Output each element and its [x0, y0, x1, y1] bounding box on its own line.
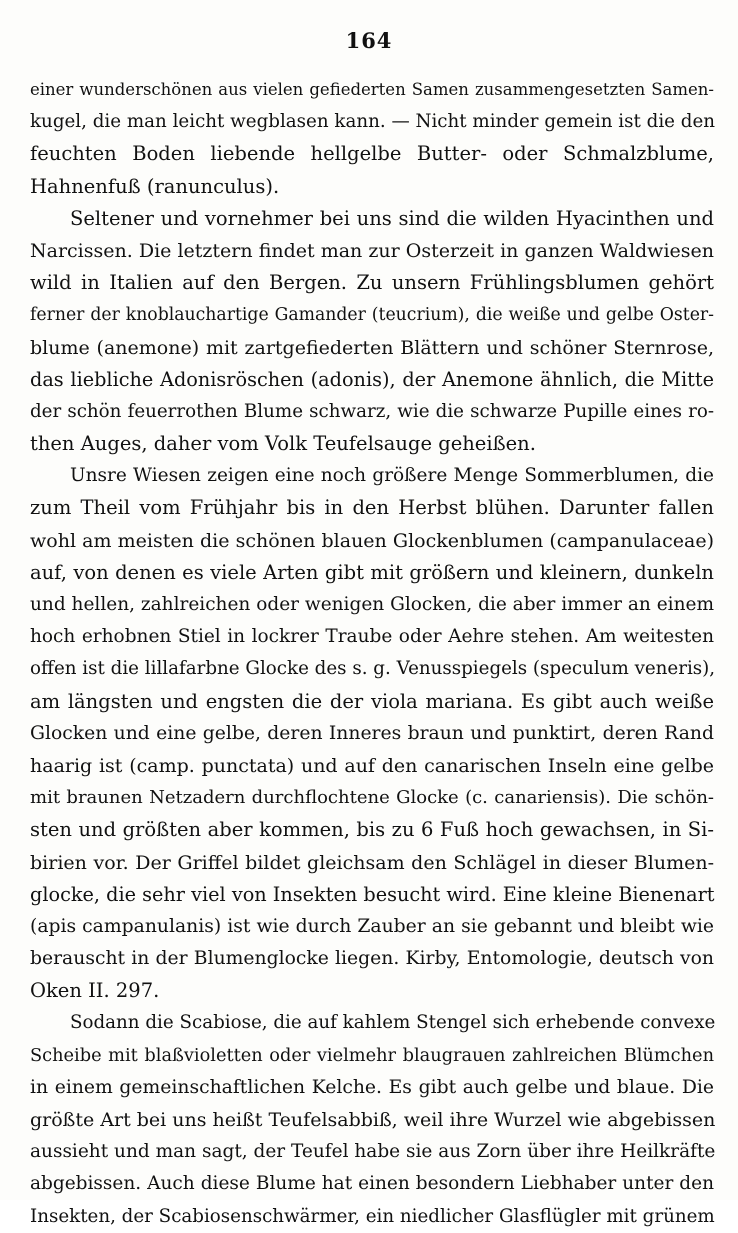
text-line: der schön feuerrothen Blume schwarz, wie die schwarze Pupille eines ro-	[30, 400, 714, 422]
page-number: 164	[345, 28, 393, 53]
text-line: Hahnenfuß (ranunculus).	[30, 174, 280, 198]
text-line: Unsre Wiesen zeigen eine noch größere Menge Sommerblumen, die	[70, 465, 714, 487]
text-line: then Auges, daher vom Volk Teufelsauge geheißen.	[30, 432, 536, 456]
text-line: mit braunen Netzadern durchflochtene Glocke (c. canariensis). Die schön-	[30, 787, 714, 809]
text-line: blume (anemone) mit zartgefiederten Blättern und schöner Sternrose,	[30, 336, 714, 359]
text-line: berauscht in der Blumenglocke liegen. Kirby, Entomologie, deutsch von	[30, 948, 714, 970]
text-line: zum Theil vom Frühjahr bis in den Herbst blühen. Darunter fallen	[30, 496, 714, 520]
text-line: hoch erhobnen Stiel in lockrer Traube oder Aehre stehen. Am weitesten	[30, 626, 714, 648]
text-line: offen ist die lillafarbne Glocke des s. g. Venusspiegels (speculum veneris),	[30, 658, 716, 680]
text-line: wohl am meisten die schönen blauen Glockenblumen (campanulaceae)	[30, 529, 714, 552]
text-line: größte Art bei uns heißt Teufelsabbiß, weil ihre Wurzel wie abgebissen	[30, 1109, 716, 1131]
text-line: haarig ist (camp. punctata) und auf den canarischen Inseln eine gelbe	[30, 754, 714, 777]
text-line: das liebliche Adonisröschen (adonis), der Anemone ähnlich, die Mitte	[30, 367, 714, 391]
text-line: Oken II. 297.	[30, 979, 160, 1003]
text-line: Narcissen. Die letztern findet man zur Osterzeit in ganzen Waldwiesen	[30, 239, 714, 262]
text-line: am längsten und engsten die der viola mariana. Es gibt auch weiße	[30, 689, 714, 713]
text-line: aussieht und man sagt, der Teufel habe sie aus Zorn über ihre Heilkräfte	[30, 1141, 716, 1163]
text-line: wild in Italien auf den Bergen. Zu unsern Frühlingsblumen gehört	[30, 271, 714, 295]
text-line: in einem gemeinschaftlichen Kelche. Es gibt auch gelbe und blaue. Die	[30, 1076, 714, 1098]
text-line: Insekten, der Scabiosenschwärmer, ein niedlicher Glasflügler mit grünem	[30, 1205, 715, 1227]
text-line: auf, von denen es viele Arten gibt mit größern und kleinern, dunkeln	[30, 560, 714, 584]
text-line: (apis campanulanis) ist wie durch Zauber an sie gebannt und bleibt wie	[30, 915, 714, 937]
text-line: ferner der knoblauchartige Gamander (teucrium), die weiße und gelbe Oster-	[30, 305, 714, 326]
text-line: Sodann die Scabiose, die auf kahlem Stengel sich erhebende convexe	[70, 1012, 716, 1034]
text-line: Scheibe mit blaßvioletten oder vielmehr blaugrauen zahlreichen Blümchen	[30, 1045, 714, 1066]
text-line: sten und größten aber kommen, bis zu 6 Fuß hoch gewachsen, in Si-	[30, 818, 714, 842]
text-line: feuchten Boden liebende hellgelbe Butter- oder Schmalzblume,	[30, 142, 714, 166]
text-line: birien vor. Der Griffel bildet gleichsam den Schlägel in dieser Blumen-	[30, 851, 714, 874]
text-line: Seltener und vornehmer bei uns sind die wilden Hyacinthen und	[70, 206, 714, 230]
text-line: Glocken und eine gelbe, deren Inneres braun und punktirt, deren Rand	[30, 722, 714, 744]
text-line: und hellen, zahlreichen oder wenigen Glocken, die aber immer an einem	[30, 594, 714, 615]
text-line: glocke, die sehr viel von Insekten besucht wird. Eine kleine Bienenart	[30, 882, 715, 906]
body-text	[30, 74, 714, 1233]
text-line: einer wunderschönen aus vielen gefiederten Samen zusammengesetzten Samen-	[30, 80, 714, 99]
text-line: abgebissen. Auch diese Blume hat einen besondern Liebhaber unter den	[30, 1173, 714, 1195]
text-line: kugel, die man leicht wegblasen kann. — Nicht minder gemein ist die den	[30, 111, 715, 133]
